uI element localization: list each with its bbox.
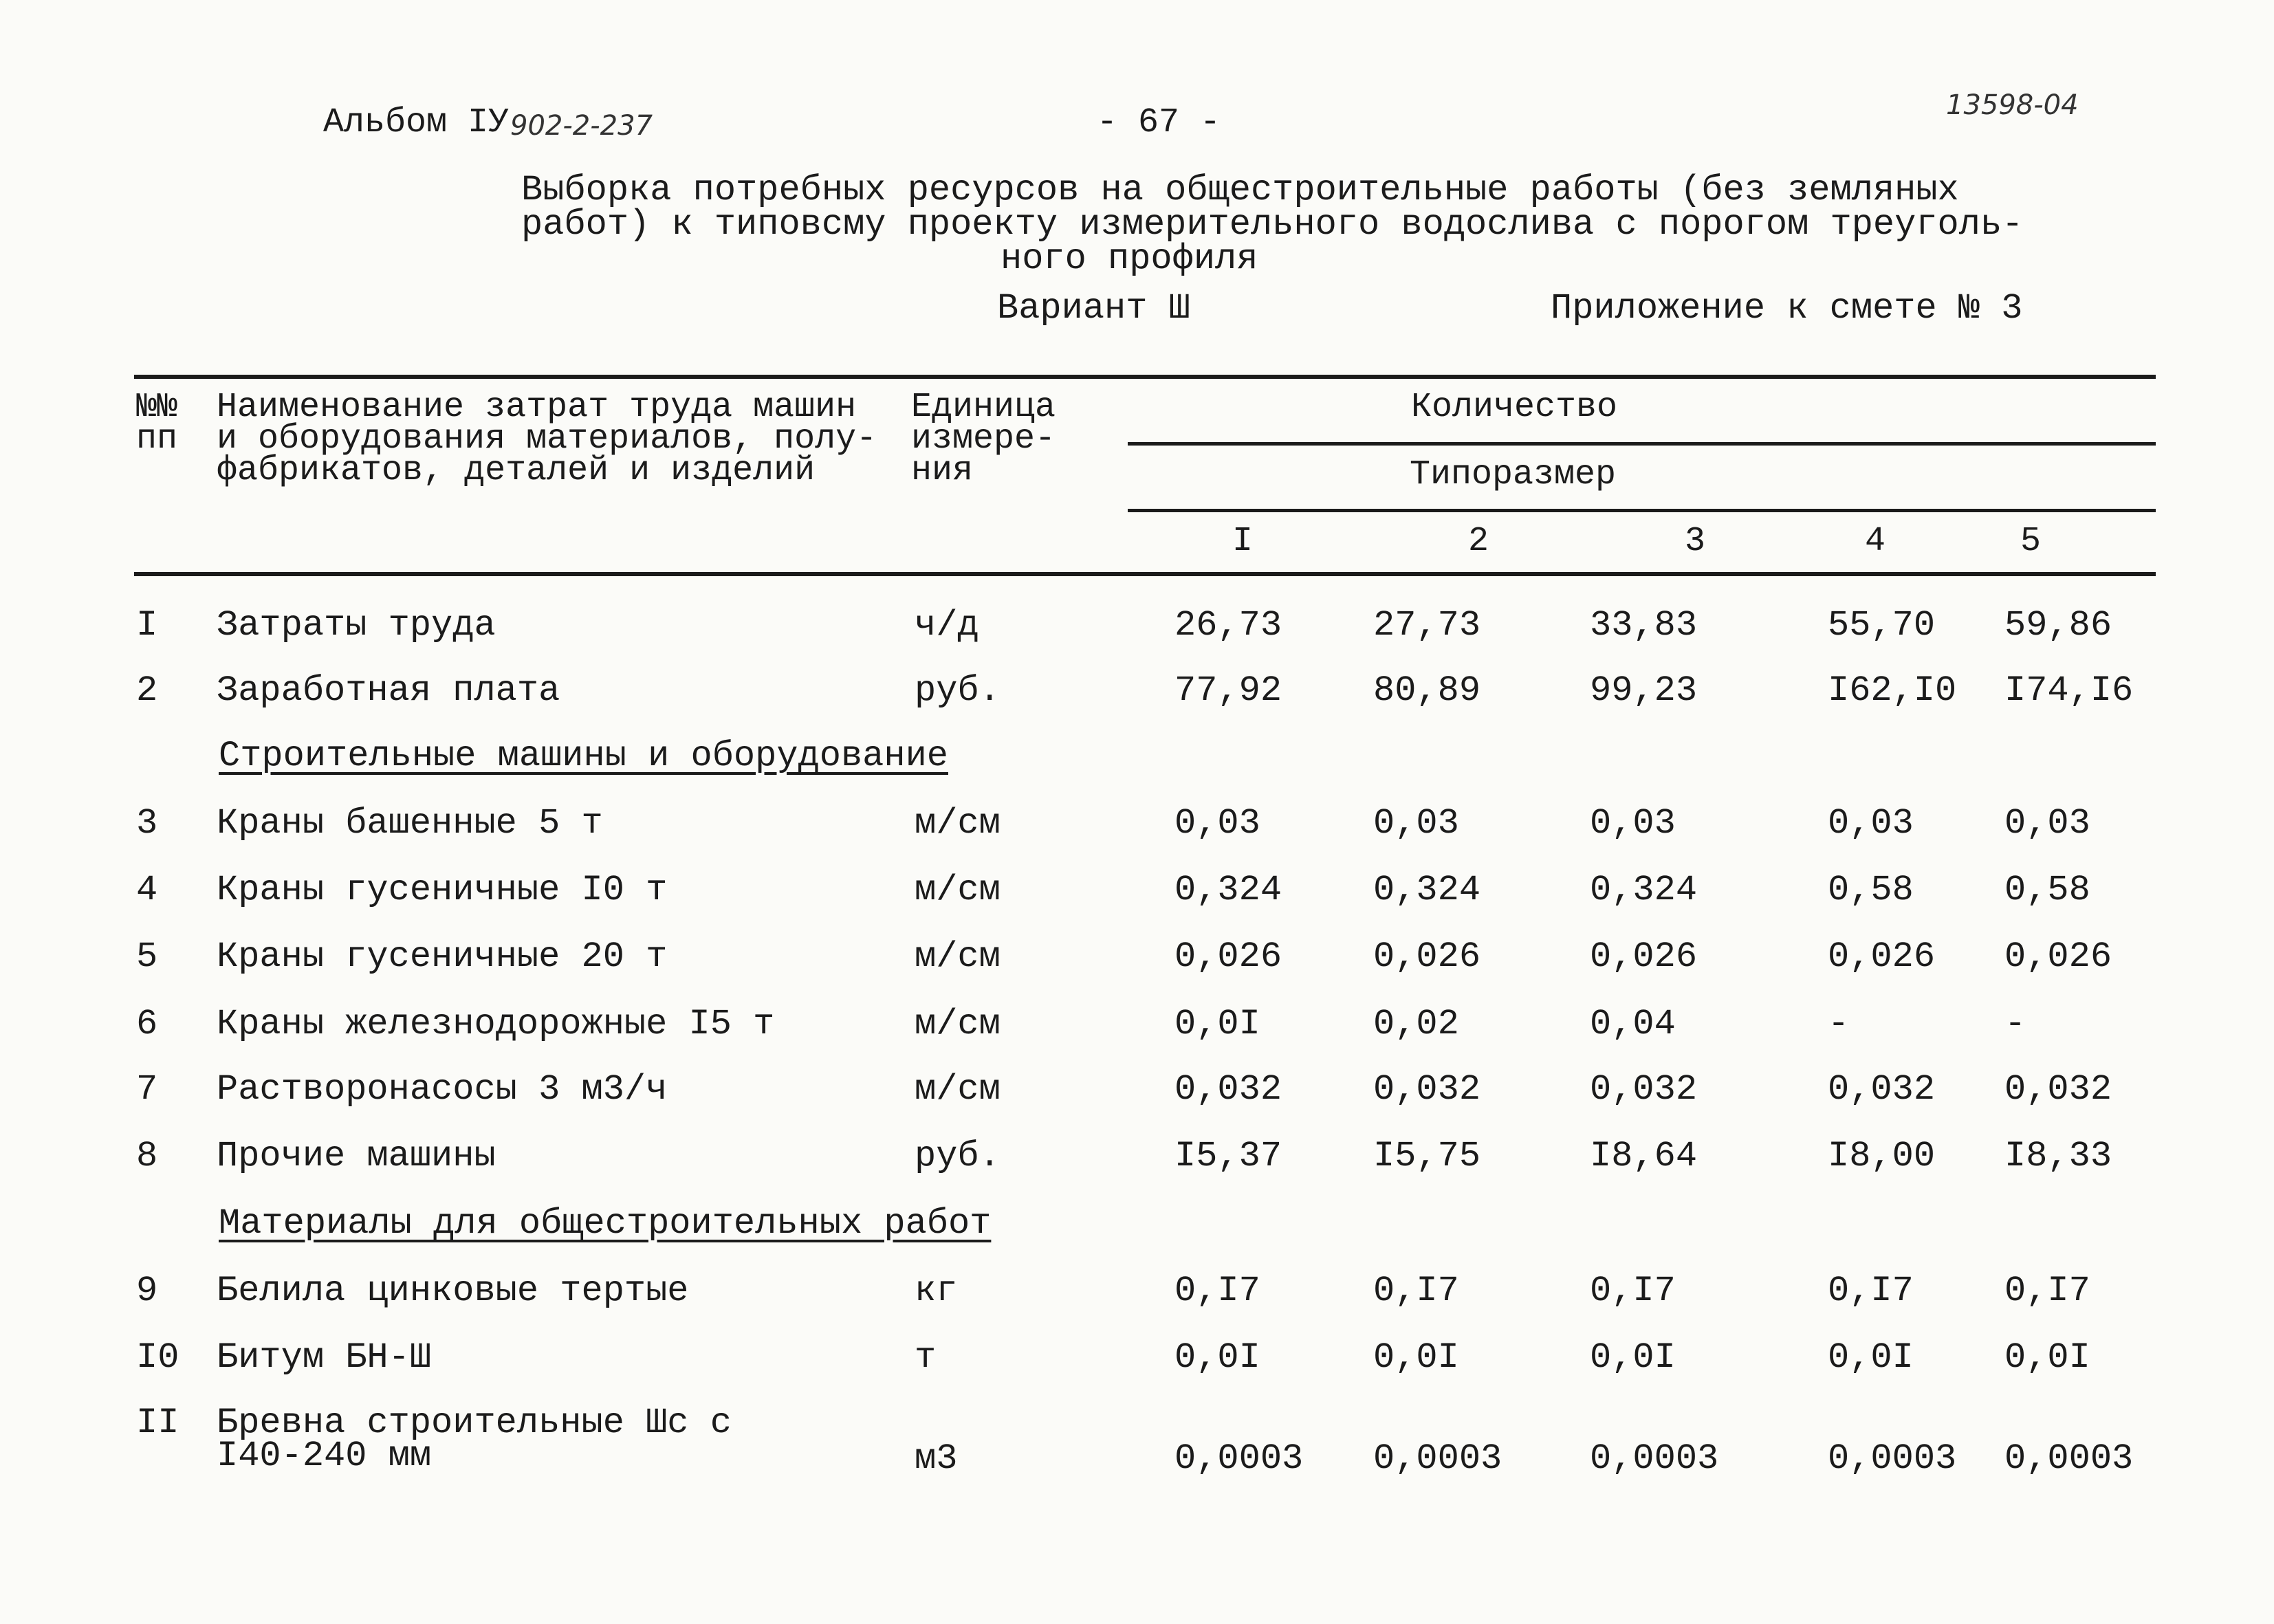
row-value-size-5: - bbox=[2004, 1004, 2026, 1044]
row-unit: м/см bbox=[915, 1004, 1001, 1044]
row-value-size-2: I5,75 bbox=[1373, 1136, 1481, 1176]
header-name-line-1: Наименование затрат труда машин bbox=[217, 388, 857, 427]
row-value-size-4: I8,00 bbox=[1828, 1136, 1936, 1176]
page-number: - 67 - bbox=[1097, 103, 1221, 142]
row-value-size-2: 0,03 bbox=[1373, 803, 1459, 844]
header-typesize: Типоразмер bbox=[1410, 455, 1617, 494]
title-line-2: работ) к типовсму проекту измерительного водослива с порогом треуголь- bbox=[521, 204, 2024, 245]
row-name: Прочие машины bbox=[217, 1136, 496, 1176]
album-label: Альбом IУ bbox=[323, 103, 510, 142]
row-unit: т bbox=[915, 1337, 937, 1378]
row-name: Заработная плата bbox=[217, 670, 560, 711]
row-value-size-1: 26,73 bbox=[1174, 605, 1282, 646]
row-value-size-3: I8,64 bbox=[1590, 1136, 1698, 1176]
row-number: I0 bbox=[136, 1337, 179, 1378]
row-number: II bbox=[136, 1403, 179, 1443]
header-name-line-2: и оборудования материалов, полу- bbox=[217, 419, 877, 459]
row-name: Битум БН-Ш bbox=[217, 1337, 432, 1378]
row-unit: руб. bbox=[915, 1136, 1001, 1176]
row-value-size-2: 80,89 bbox=[1373, 670, 1481, 711]
row-value-size-3: 0,04 bbox=[1590, 1004, 1676, 1044]
row-value-size-5: I8,33 bbox=[2004, 1136, 2112, 1176]
row-value-size-5: 0,58 bbox=[2004, 870, 2090, 910]
header-unit-line-1: Единица bbox=[911, 388, 1056, 427]
row-value-size-1: 0,I7 bbox=[1174, 1271, 1260, 1311]
row-value-size-2: 27,73 bbox=[1373, 605, 1481, 646]
row-value-size-2: 0,0003 bbox=[1373, 1438, 1502, 1479]
row-name: Краны башенные 5 т bbox=[217, 803, 603, 844]
row-unit: м/см bbox=[915, 803, 1001, 844]
row-value-size-4: - bbox=[1828, 1004, 1850, 1044]
row-value-size-5: 0,I7 bbox=[2004, 1271, 2090, 1311]
row-value-size-1: 0,0I bbox=[1174, 1337, 1260, 1378]
row-number: I bbox=[136, 605, 158, 646]
row-value-size-4: 0,032 bbox=[1828, 1069, 1936, 1110]
row-number: 2 bbox=[136, 670, 158, 711]
row-name: Краны железнодорожные I5 т bbox=[217, 1004, 775, 1044]
row-number: 7 bbox=[136, 1069, 158, 1110]
row-value-size-3: 0,026 bbox=[1590, 936, 1698, 977]
table-top-rule bbox=[134, 375, 2156, 379]
row-value-size-2: 0,0I bbox=[1373, 1337, 1459, 1378]
row-number: 5 bbox=[136, 936, 158, 977]
row-value-size-5: 0,0I bbox=[2004, 1337, 2090, 1378]
row-value-size-4: 55,70 bbox=[1828, 605, 1936, 646]
row-value-size-3: 0,324 bbox=[1590, 870, 1698, 910]
header-quantity: Количество bbox=[1411, 388, 1618, 427]
row-unit: м/см bbox=[915, 1069, 1001, 1110]
header-size-2: 2 bbox=[1468, 522, 1489, 561]
variant-label: Вариант Ш bbox=[997, 288, 1190, 329]
row-number: 3 bbox=[136, 803, 158, 844]
row-value-size-5: 59,86 bbox=[2004, 605, 2112, 646]
header-size-5: 5 bbox=[2020, 522, 2042, 561]
header-size-4: 4 bbox=[1865, 522, 1886, 561]
row-value-size-2: 0,02 bbox=[1373, 1004, 1459, 1044]
row-name-continued: I40-240 мм bbox=[217, 1436, 432, 1476]
row-value-size-1: I5,37 bbox=[1174, 1136, 1282, 1176]
row-value-size-1: 0,03 bbox=[1174, 803, 1260, 844]
header-num-line-2: пп bbox=[136, 419, 178, 459]
row-value-size-2: 0,032 bbox=[1373, 1069, 1481, 1110]
header-unit-line-2: измере- bbox=[911, 419, 1056, 459]
row-value-size-1: 0,324 bbox=[1174, 870, 1282, 910]
row-name: Краны гусеничные 20 т bbox=[217, 936, 668, 977]
row-unit: м3 bbox=[915, 1438, 958, 1479]
section-heading: Строительные машины и оборудование bbox=[219, 736, 948, 776]
row-value-size-2: 0,I7 bbox=[1373, 1271, 1459, 1311]
row-name: Бревна строительные Шс с bbox=[217, 1403, 732, 1443]
row-value-size-1: 77,92 bbox=[1174, 670, 1282, 711]
row-unit: м/см bbox=[915, 870, 1001, 910]
row-value-size-3: 99,23 bbox=[1590, 670, 1698, 711]
row-value-size-4: 0,I7 bbox=[1828, 1271, 1914, 1311]
row-value-size-1: 0,0I bbox=[1174, 1004, 1260, 1044]
row-unit: ч/д bbox=[915, 605, 979, 646]
row-unit: кг bbox=[915, 1271, 958, 1311]
row-number: 4 bbox=[136, 870, 158, 910]
row-value-size-1: 0,0003 bbox=[1174, 1438, 1304, 1479]
row-value-size-2: 0,026 bbox=[1373, 936, 1481, 977]
row-value-size-5: 0,032 bbox=[2004, 1069, 2112, 1110]
title-line-1: Выборка потребных ресурсов на общестроительные работы (без земляных bbox=[521, 170, 1959, 210]
row-value-size-4: I62,I0 bbox=[1828, 670, 1957, 711]
row-number: 6 bbox=[136, 1004, 158, 1044]
header-unit-line-3: ния bbox=[911, 451, 974, 490]
document-number: 13598-04 bbox=[1946, 89, 2079, 121]
row-number: 8 bbox=[136, 1136, 158, 1176]
row-unit: руб. bbox=[915, 670, 1001, 711]
section-heading: Материалы для общестроительных работ bbox=[219, 1203, 992, 1244]
row-name: Краны гусеничные I0 т bbox=[217, 870, 668, 910]
row-name: Затраты труда bbox=[217, 605, 496, 646]
row-value-size-4: 0,03 bbox=[1828, 803, 1914, 844]
row-name: Белила цинковые тертые bbox=[217, 1271, 689, 1311]
row-value-size-3: 0,I7 bbox=[1590, 1271, 1676, 1311]
row-value-size-5: 0,026 bbox=[2004, 936, 2112, 977]
appendix-label: Приложение к смете № 3 bbox=[1551, 288, 2023, 329]
row-value-size-4: 0,026 bbox=[1828, 936, 1936, 977]
header-name-line-3: фабрикатов, деталей и изделий bbox=[217, 451, 816, 490]
row-unit: м/см bbox=[915, 936, 1001, 977]
row-value-size-4: 0,0003 bbox=[1828, 1438, 1957, 1479]
header-size-1: I bbox=[1232, 522, 1254, 561]
row-value-size-4: 0,0I bbox=[1828, 1337, 1914, 1378]
row-value-size-3: 0,0I bbox=[1590, 1337, 1676, 1378]
row-value-size-4: 0,58 bbox=[1828, 870, 1914, 910]
quantity-rule bbox=[1128, 442, 2156, 446]
row-number: 9 bbox=[136, 1271, 158, 1311]
row-value-size-2: 0,324 bbox=[1373, 870, 1481, 910]
row-value-size-3: 0,03 bbox=[1590, 803, 1676, 844]
row-value-size-1: 0,032 bbox=[1174, 1069, 1282, 1110]
row-name: Растворонасосы 3 м3/ч bbox=[217, 1069, 668, 1110]
header-size-3: 3 bbox=[1685, 522, 1706, 561]
album-code: 902-2-237 bbox=[510, 110, 653, 142]
title-line-3: ного профиля bbox=[1001, 239, 1258, 279]
header-num-line-1: №№ bbox=[136, 388, 178, 427]
row-value-size-5: 0,0003 bbox=[2004, 1438, 2134, 1479]
table-header-bottom-rule bbox=[134, 572, 2156, 576]
row-value-size-5: 0,03 bbox=[2004, 803, 2090, 844]
row-value-size-3: 0,032 bbox=[1590, 1069, 1698, 1110]
row-value-size-3: 0,0003 bbox=[1590, 1438, 1719, 1479]
row-value-size-5: I74,I6 bbox=[2004, 670, 2134, 711]
row-value-size-3: 33,83 bbox=[1590, 605, 1698, 646]
typesize-rule bbox=[1128, 509, 2156, 512]
row-value-size-1: 0,026 bbox=[1174, 936, 1282, 977]
